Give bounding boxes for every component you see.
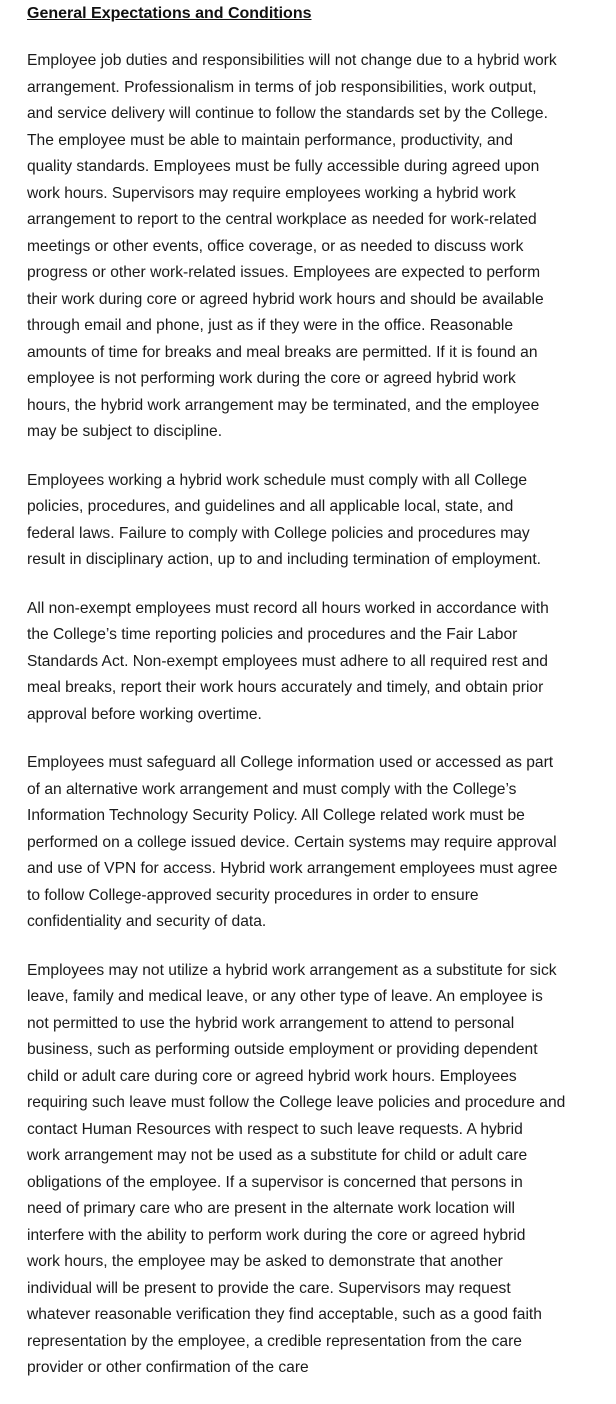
paragraph-line: to follow College-approved security procedures in order to ensure xyxy=(27,886,479,904)
paragraph-security xyxy=(27,750,602,936)
paragraph-line: performed on a college issued device. Certain systems may require approval xyxy=(27,833,557,851)
paragraph-line: interfere with the ability to perform work during the core or agreed hybrid xyxy=(27,1226,526,1244)
paragraph-line: need of primary care who are present in the alternate work location will xyxy=(27,1200,515,1217)
paragraph-line: Employee job duties and responsibilities will not change due to a hybrid work xyxy=(27,52,557,69)
paragraph-line: Employees may not utilize a hybrid work arrangement as a substitute for sick xyxy=(27,961,557,979)
paragraph-line: arrangement to report to the central workplace as needed for work-related xyxy=(27,211,537,228)
paragraph-line: arrangement. Professionalism in terms of job responsibilities, work output, xyxy=(27,78,537,96)
paragraph-line: employee is not performing work during the core or agreed hybrid work xyxy=(27,370,516,387)
paragraph-line: work hours, the employee may be asked to demonstrate that another xyxy=(27,1253,503,1270)
paragraph-line: representation by the employee, a credible representation from the care xyxy=(27,1332,522,1350)
paragraph-line: of an alternative work arrangement and must comply with the College’s xyxy=(27,780,517,798)
paragraph-line: quality standards. Employees must be fully accessible during agreed upon xyxy=(27,158,540,175)
document-page xyxy=(27,2,602,1404)
paragraph-line: child or adult care during core or agreed hybrid work hours. Employees xyxy=(27,1067,517,1085)
paragraph-line: their work during core or agreed hybrid work hours and should be available xyxy=(27,290,544,308)
paragraph-line: approval before working overtime. xyxy=(27,705,262,723)
paragraph-compliance xyxy=(27,468,602,574)
paragraph-non-exempt xyxy=(27,596,602,729)
paragraph-line: progress or other work-related issues. Employees are expected to perform xyxy=(27,264,541,281)
paragraph-line: work arrangement may not be used as a substitute for child or adult care xyxy=(27,1147,528,1164)
paragraph-line: may be subject to discipline. xyxy=(27,423,223,440)
paragraph-leave xyxy=(27,958,602,1382)
paragraph-line: not permitted to use the hybrid work arrangement to attend to personal xyxy=(27,1014,515,1032)
paragraph-line: leave, family and medical leave, or any other type of leave. An employee is xyxy=(27,988,543,1005)
paragraph-line: obligations of the employee. If a supervisor is concerned that persons in xyxy=(27,1173,523,1191)
paragraph-line: requiring such leave must follow the College leave policies and procedure and xyxy=(27,1094,566,1111)
paragraph-line: individual will be present to provide the care. Supervisors may request xyxy=(27,1279,511,1297)
paragraph-line: confidentiality and security of data. xyxy=(27,913,267,930)
paragraph-line: Employees working a hybrid work schedule must comply with all College xyxy=(27,471,528,489)
paragraph-line: work hours. Supervisors may require employees working a hybrid work xyxy=(27,184,516,202)
paragraph-line: policies, procedures, and guidelines and all applicable local, state, and xyxy=(27,498,514,515)
paragraph-line: Information Technology Security Policy. All College related work must be xyxy=(27,807,525,824)
paragraph-line: amounts of time for breaks and meal breaks are permitted. If it is found an xyxy=(27,343,538,361)
paragraph-general-expectations xyxy=(27,48,602,446)
paragraph-line: business, such as performing outside employment or providing dependent xyxy=(27,1041,538,1058)
paragraph-line: Employees must safeguard all College information used or accessed as part xyxy=(27,754,554,771)
paragraph-line: and use of VPN for access. Hybrid work arrangement employees must agree xyxy=(27,860,558,877)
paragraph-line: and service delivery will continue to follow the standards set by the College. xyxy=(27,105,548,122)
section-heading: General Expectations and Conditions xyxy=(27,5,312,22)
paragraph-line: the College’s time reporting policies and procedures and the Fair Labor xyxy=(27,626,518,643)
paragraph-line: Standards Act. Non-exempt employees must adhere to all required rest and xyxy=(27,652,548,670)
paragraph-line: contact Human Resources with respect to such leave requests. A hybrid xyxy=(27,1120,523,1138)
paragraph-line: meetings or other events, office coverage, or as needed to discuss work xyxy=(27,237,524,255)
paragraph-line: The employee must be able to maintain performance, productivity, and xyxy=(27,131,513,149)
paragraph-line: All non-exempt employees must record all hours worked in accordance with xyxy=(27,599,549,617)
paragraph-line: federal laws. Failure to comply with College policies and procedures may xyxy=(27,524,530,542)
paragraph-line: result in disciplinary action, up to and including termination of employment. xyxy=(27,551,541,568)
paragraph-line: through email and phone, just as if they were in the office. Reasonable xyxy=(27,317,514,334)
paragraph-line: provider or other confirmation of the care xyxy=(27,1359,309,1376)
paragraph-line: hours, the hybrid work arrangement may be terminated, and the employee xyxy=(27,396,540,414)
paragraph-line: whatever reasonable verification they find acceptable, such as a good faith xyxy=(27,1306,542,1323)
paragraph-line: meal breaks, report their work hours accurately and timely, and obtain prior xyxy=(27,679,544,696)
